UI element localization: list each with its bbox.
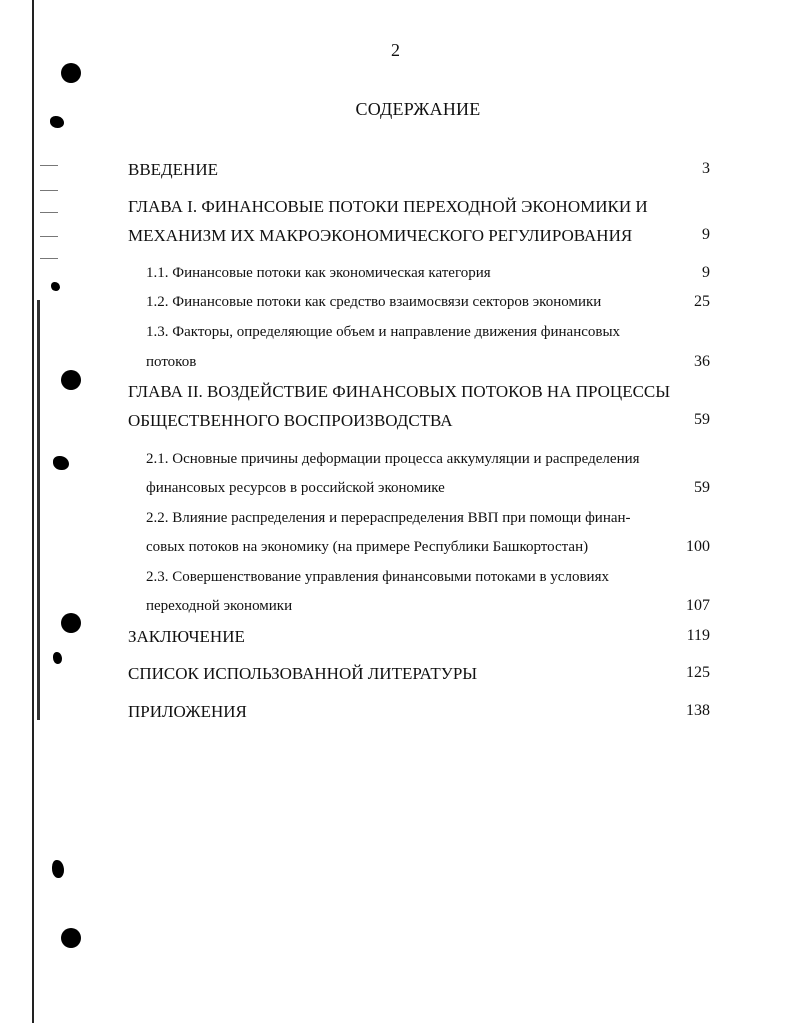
scan-mark [40,236,58,237]
toc-entry-section-2-3-line2: переходной экономики [146,598,293,614]
scan-blot [51,282,60,291]
scan-blot [52,860,64,878]
punch-hole [61,613,81,633]
toc-entry-chapter-2-line1: ГЛАВА II. ВОЗДЕЙСТВИЕ ФИНАНСОВЫХ ПОТОКОВ НА ПРОЦЕССЫ [128,382,671,401]
toc-entry-section-2-2-line2: совых потоков на экономику (на примере Республики Башкортостан) [146,539,589,555]
punch-hole [61,63,81,83]
binding-shadow [37,300,40,720]
toc-entry-chapter-1-line2: МЕХАНИЗМ ИХ МАКРОЭКОНОМИЧЕСКОГО РЕГУЛИРОВАНИЯ [128,226,633,245]
toc-page-chapter-2: 59 [694,411,710,428]
toc-entry-section-1-3-line2: потоков [146,354,197,370]
toc-entry-appendix: ПРИЛОЖЕНИЯ [128,702,247,721]
toc-entry-section-2-1-line1: 2.1. Основные причины деформации процесса аккумуляции и распределения [146,451,640,467]
toc-entry-section-1-1: 1.1. Финансовые потоки как экономическая категория [146,265,491,281]
toc-entry-chapter-2-line2: ОБЩЕСТВЕННОГО ВОСПРОИЗВОДСТВА [128,411,453,430]
toc-page-section-1-3: 36 [694,353,710,370]
toc-page-section-2-2: 100 [686,538,710,555]
toc-page-conclusion: 119 [686,627,710,644]
toc-page-appendix: 138 [686,702,710,719]
toc-entry-section-1-2: 1.2. Финансовые потоки как средство взаимосвязи секторов экономики [146,294,602,310]
scan-blot [53,456,69,470]
toc-page-intro: 3 [702,160,710,177]
toc-entry-intro: ВВЕДЕНИЕ [128,160,218,179]
toc-page-section-2-3: 107 [686,597,710,614]
scan-mark [40,212,58,213]
page-number: 2 [391,40,400,60]
toc-entry-conclusion: ЗАКЛЮЧЕНИЕ [128,627,245,646]
toc-entry-literature: СПИСОК ИСПОЛЬЗОВАННОЙ ЛИТЕРАТУРЫ [128,664,478,683]
punch-hole [61,928,81,948]
toc-page-section-1-2: 25 [694,293,710,310]
toc-page-section-1-1: 9 [702,264,710,281]
punch-hole [61,370,81,390]
binding-edge-line [32,0,34,1023]
scan-mark [40,190,58,191]
scan-mark [40,165,58,166]
toc-page-literature: 125 [686,664,710,681]
toc-entry-section-2-1-line2: финансовых ресурсов в российской экономике [146,480,445,496]
toc-page-section-2-1: 59 [694,479,710,496]
toc-entry-chapter-1-line1: ГЛАВА I. ФИНАНСОВЫЕ ПОТОКИ ПЕРЕХОДНОЙ ЭКОНОМИКИ И [128,197,648,216]
scan-mark [40,258,58,259]
scan-blot [53,652,62,664]
toc-entry-section-2-3-line1: 2.3. Совершенствование управления финансовыми потоками в условиях [146,569,609,585]
toc-title: СОДЕРЖАНИЕ [355,99,481,119]
toc-entry-section-2-2-line1: 2.2. Влияние распределения и перераспределения ВВП при помощи финан- [146,510,631,526]
toc-entry-section-1-3-line1: 1.3. Факторы, определяющие объем и направление движения финансовых [146,324,621,340]
toc-page-chapter-1: 9 [702,226,710,243]
